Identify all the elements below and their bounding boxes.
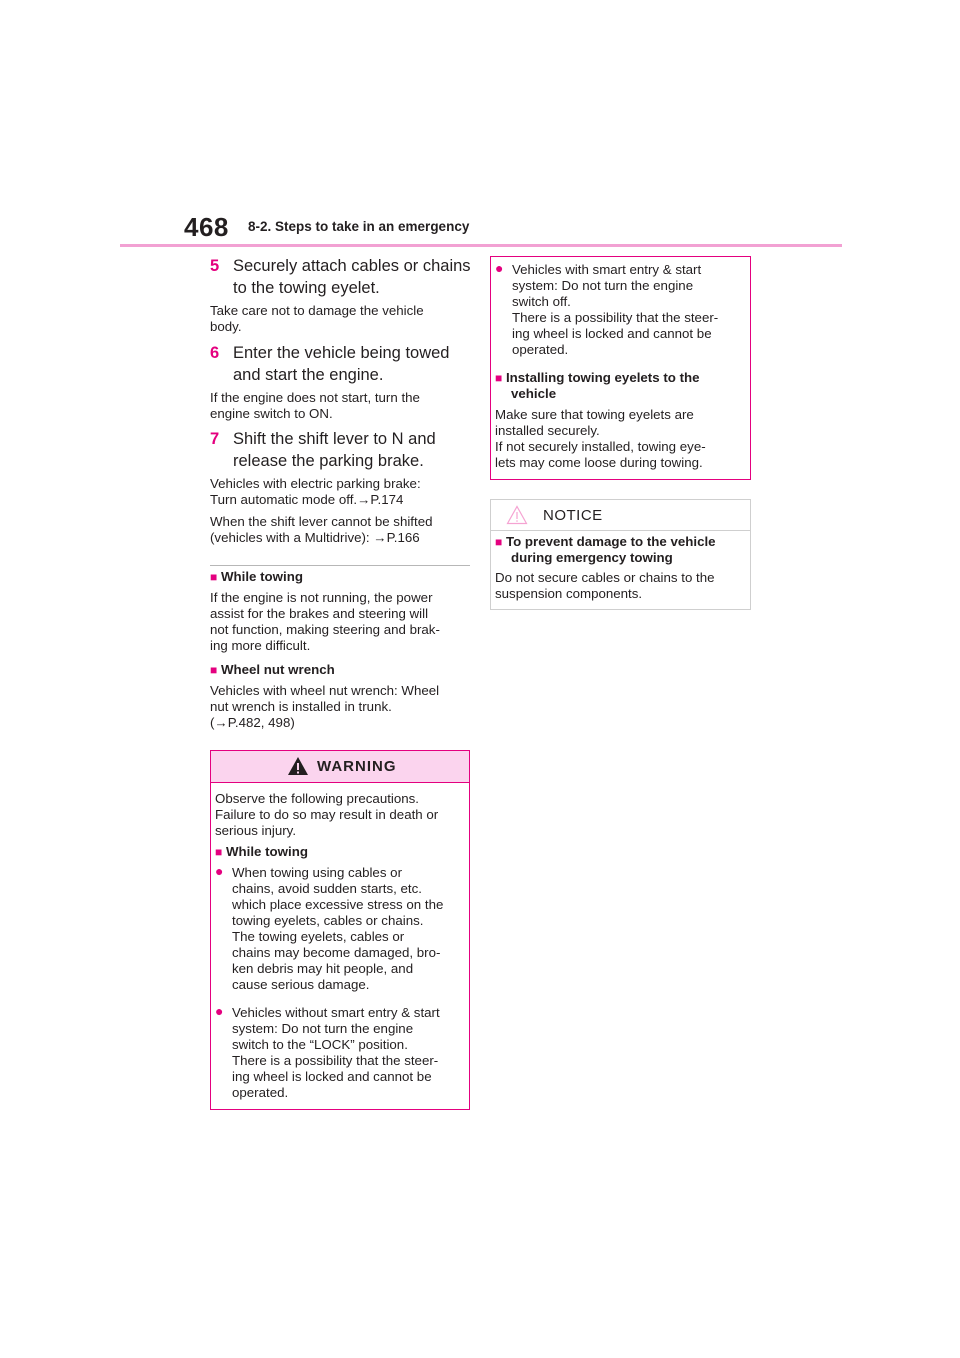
body-line: serious injury. xyxy=(215,823,297,838)
notice-subheading xyxy=(495,534,716,566)
body-line: nut wrench is installed in trunk. xyxy=(210,699,392,714)
body-line: switch off. xyxy=(512,294,571,309)
warning-intro xyxy=(215,791,438,839)
body-line: installed securely. xyxy=(495,423,600,438)
note-line: When the shift lever cannot be shifted xyxy=(210,514,433,529)
body-line: ing wheel is locked and cannot be xyxy=(232,1069,432,1084)
step-line: to the towing eyelet. xyxy=(233,279,380,297)
step-7-note-a xyxy=(210,476,472,508)
notice-title: NOTICE xyxy=(543,507,603,524)
body-line: There is a possibility that the steer- xyxy=(232,1053,439,1068)
note-line: Vehicles with electric parking brake: xyxy=(210,476,421,491)
body-line: Vehicles with wheel nut wrench: Wheel xyxy=(210,683,440,698)
body-line: chains may become damaged, bro- xyxy=(232,945,441,960)
notice-body xyxy=(495,570,715,602)
step-text xyxy=(233,428,473,472)
square-bullet-icon: ■ xyxy=(495,371,503,385)
note-line: If the engine does not start, turn the xyxy=(210,390,420,405)
note-line: Turn automatic mode off.→P.174 xyxy=(210,492,404,507)
square-bullet-icon: ■ xyxy=(210,663,218,677)
body-line: suspension components. xyxy=(495,586,643,601)
step-text xyxy=(233,342,473,386)
wheel-nut-heading xyxy=(210,662,335,678)
heading-text: Wheel nut wrench xyxy=(220,662,335,677)
body-line: ken debris may hit people, and xyxy=(232,961,414,976)
heading-text: To prevent damage to the vehicle xyxy=(505,534,716,549)
warning-cont-subheading xyxy=(495,370,700,402)
heading-text: Installing towing eyelets to the xyxy=(505,370,700,385)
warning-cont-body xyxy=(495,407,706,471)
body-line: Vehicles with smart entry & start xyxy=(512,262,702,277)
body-line: If not securely installed, towing eye- xyxy=(495,439,706,454)
body-line: assist for the brakes and steering will xyxy=(210,606,429,621)
warning-cont-bullet-1 xyxy=(512,262,718,358)
body-line: Observe the following precautions. xyxy=(215,791,419,806)
warning-bullet-1 xyxy=(232,865,443,993)
heading-text: during emergency towing xyxy=(511,550,673,565)
body-line: not function, making steering and brak- xyxy=(210,622,440,637)
warning-banner xyxy=(211,751,469,783)
page-number: 468 xyxy=(184,212,229,242)
note-line: engine switch to ON. xyxy=(210,406,333,421)
while-towing-heading xyxy=(210,569,303,585)
note-line: (vehicles with a Multidrive): →P.166 xyxy=(210,530,420,545)
wheel-nut-body xyxy=(210,683,472,731)
round-bullet-icon: ● xyxy=(215,863,224,879)
note-line: Take care not to damage the vehicle xyxy=(210,303,424,318)
body-line: Failure to do so may result in death or xyxy=(215,807,439,822)
round-bullet-icon: ● xyxy=(495,260,504,276)
body-line: If the engine is not running, the power xyxy=(210,590,433,605)
notice-triangle-icon xyxy=(506,505,528,525)
round-bullet-icon: ● xyxy=(215,1003,224,1019)
note-line: body. xyxy=(210,319,242,334)
step-line: Enter the vehicle being towed xyxy=(233,344,450,362)
body-line: When towing using cables or xyxy=(232,865,402,880)
body-line: Make sure that towing eyelets are xyxy=(495,407,694,422)
body-line: operated. xyxy=(512,342,569,357)
body-line: system: Do not turn the engine xyxy=(512,278,694,293)
body-line: Do not secure cables or chains to the xyxy=(495,570,715,585)
step-line: and start the engine. xyxy=(233,366,384,384)
header-divider xyxy=(120,244,842,247)
body-line: towing eyelets, cables or chains. xyxy=(232,913,424,928)
body-line: which place excessive stress on the xyxy=(232,897,444,912)
body-line: The towing eyelets, cables or xyxy=(232,929,405,944)
warning-triangle-icon xyxy=(287,756,309,776)
body-line: Vehicles without smart entry & start xyxy=(232,1005,440,1020)
warning-bullet-2 xyxy=(232,1005,440,1101)
step-line: Shift the shift lever to N and xyxy=(233,430,436,448)
step-number: 5 xyxy=(210,257,220,275)
heading-text: While towing xyxy=(220,569,303,584)
heading-text: While towing xyxy=(225,844,308,859)
body-line: switch to the “LOCK” position. xyxy=(232,1037,408,1052)
section-divider xyxy=(210,565,470,566)
section-title: 8-2. Steps to take in an emergency xyxy=(248,219,470,234)
step-line: Securely attach cables or chains xyxy=(233,257,471,275)
square-bullet-icon: ■ xyxy=(495,535,503,549)
body-line: cause serious damage. xyxy=(232,977,370,992)
body-line: lets may come loose during towing. xyxy=(495,455,703,470)
body-line: (→P.482, 498) xyxy=(210,715,295,730)
square-bullet-icon: ■ xyxy=(210,570,218,584)
warning-box xyxy=(210,750,470,1110)
while-towing-body xyxy=(210,590,472,654)
step-7-note-b xyxy=(210,514,472,546)
step-line: release the parking brake. xyxy=(233,452,424,470)
step-5-note xyxy=(210,303,472,335)
warning-subheading xyxy=(215,844,308,860)
body-line: There is a possibility that the steer- xyxy=(512,310,719,325)
warning-title: WARNING xyxy=(317,758,397,775)
square-bullet-icon: ■ xyxy=(215,845,223,859)
warning-continued-box xyxy=(490,256,751,480)
body-line: chains, avoid sudden starts, etc. xyxy=(232,881,422,896)
body-line: ing more difficult. xyxy=(210,638,311,653)
step-number: 7 xyxy=(210,430,220,448)
body-line: operated. xyxy=(232,1085,289,1100)
step-6-note xyxy=(210,390,472,422)
body-line: ing wheel is locked and cannot be xyxy=(512,326,712,341)
step-number: 6 xyxy=(210,344,220,362)
notice-box xyxy=(490,499,751,610)
heading-text: vehicle xyxy=(511,386,557,401)
notice-banner xyxy=(491,500,750,531)
step-text xyxy=(233,255,473,299)
body-line: system: Do not turn the engine xyxy=(232,1021,414,1036)
